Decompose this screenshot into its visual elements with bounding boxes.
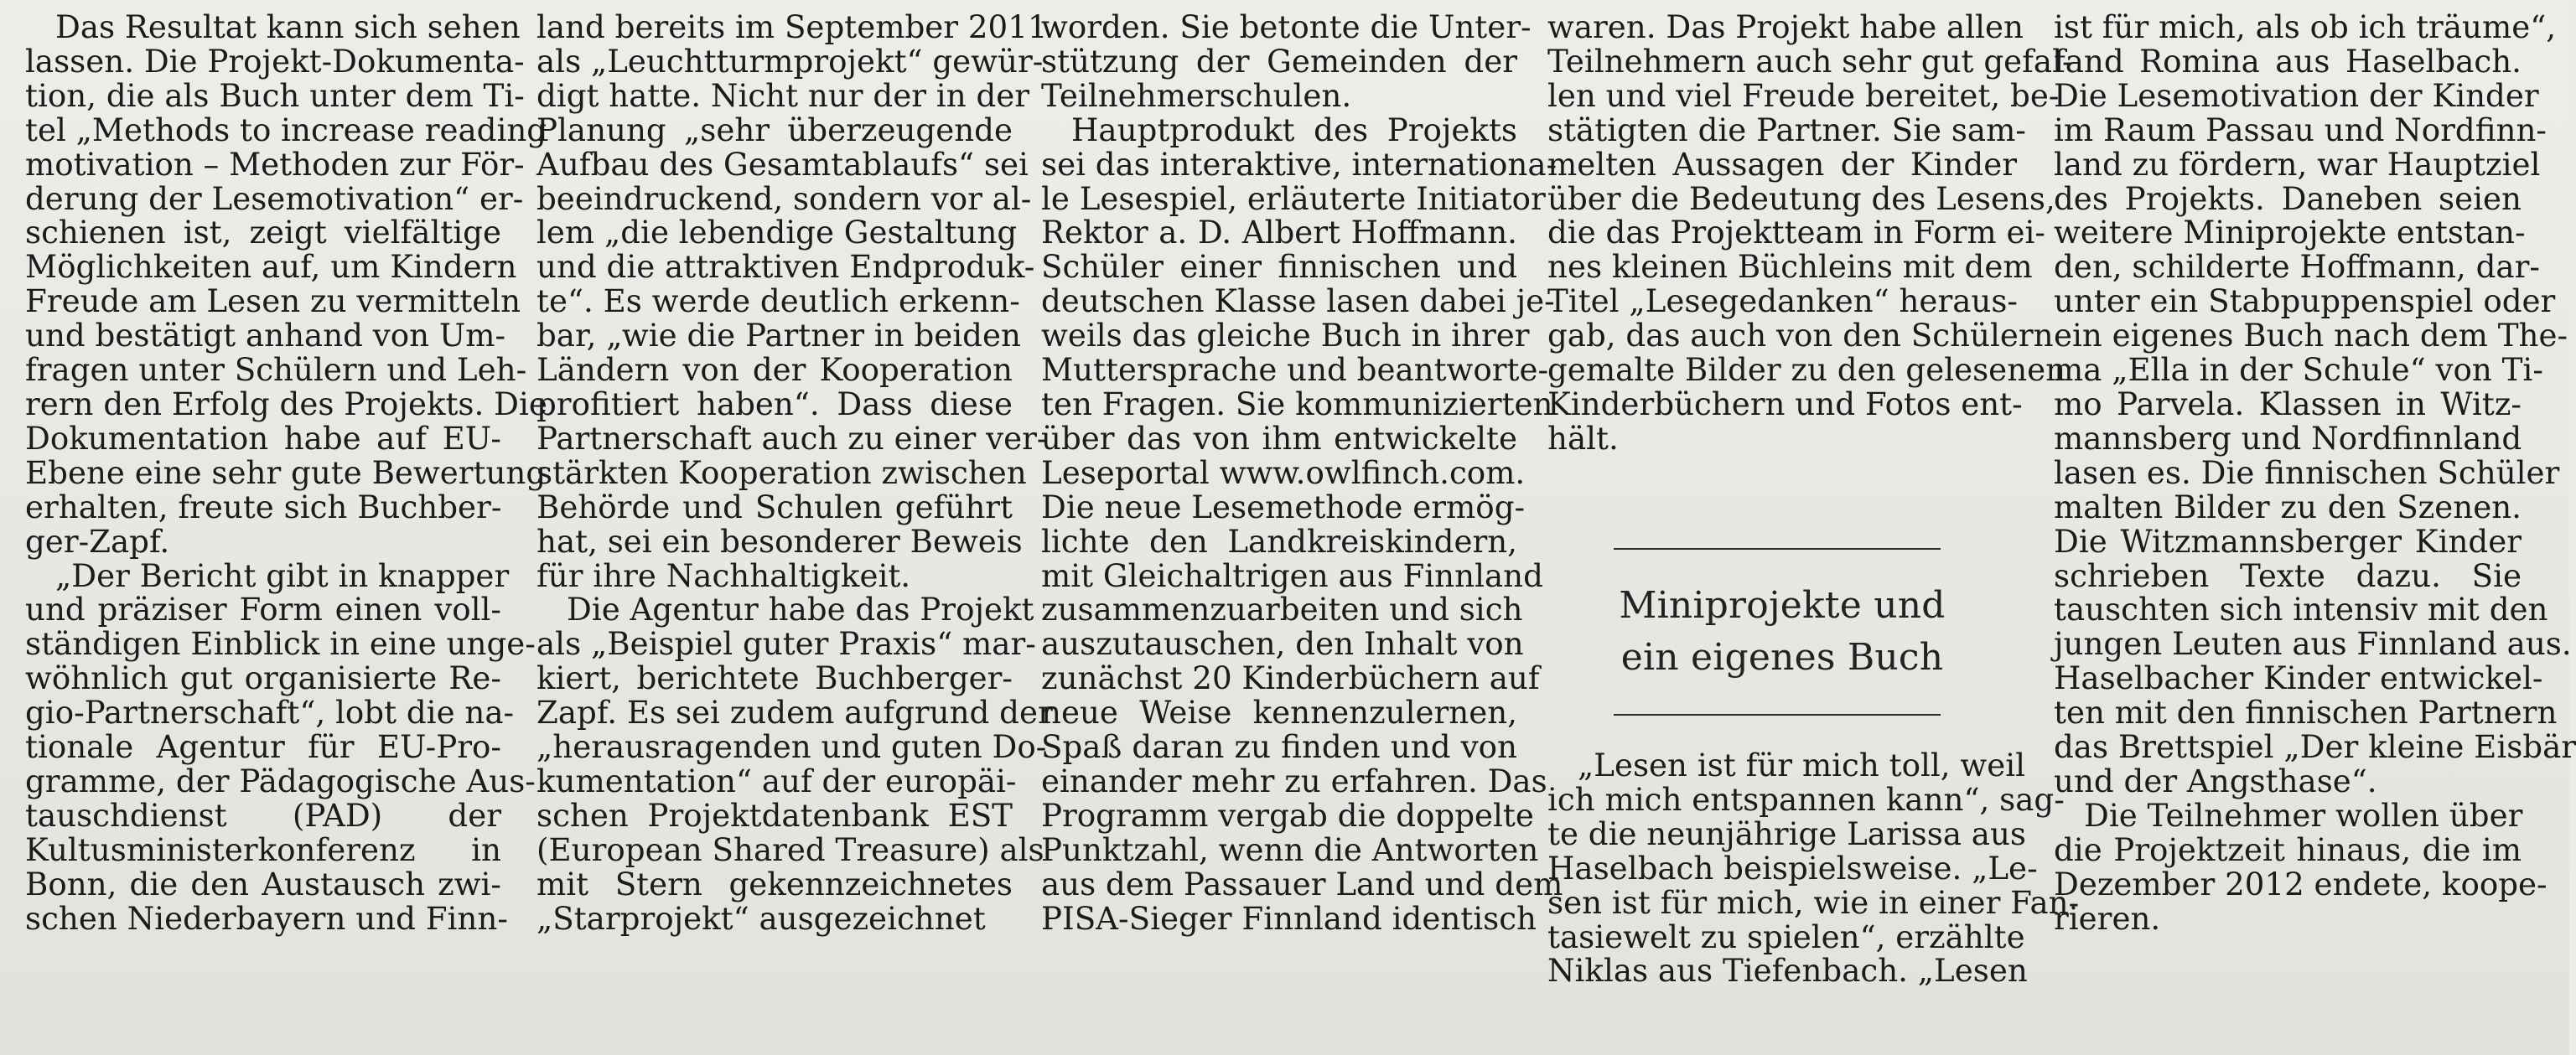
paragraph: Die Teilnehmer wollen über die Projektzeit hinaus, die im Dezember 2012 endete, koope- rieren. <box>2054 796 2547 937</box>
paragraph: waren. Das Projekt habe allen Teilnehmern auch sehr gut gefal- len und viel Freude bereitet, be- stätigten die Partner. Sie sam- melten Aussagen der Kinder über die Bedeutung des Lesens, die das Projektteam in Form ei- nes kleinen Büchleins mit dem Titel „Lesegedanken“ heraus- gab, das auch von den Schülern gemalte Bilder zu den gelesenen Kinderbüchern und Fotos ent- hält. <box>1547 8 2073 457</box>
article-column-2 <box>536 8 1053 1049</box>
paragraph: Das Resultat kann sich sehen lassen. Die Projekt-Dokumenta- tion, die als Buch unter dem Ti- tel „Methods to increase reading motivation – Methoden zur För- derung der Lesemotivation“ er- schienen ist, zeigt vielfältige Möglichkeiten auf, um Kindern Freude am Lesen zu vermitteln und bestätigt anhand von Um- fragen unter Schülern und Leh- rern den Erfolg des Projekts. Die Dokumentation habe auf EU- Ebene eine sehr gute Bewertung erhalten, freute sich Buchber- ger-Zapf. <box>25 8 547 560</box>
paragraph: Die Agentur habe das Projekt als „Beispiel guter Praxis“ mar- kiert, berichtete Buchberger- Zapf. Es sei zudem aufgrund der „herausragenden und guten Do- kumentation“ auf der europäi- schen Projektdatenbank EST (European Shared Treasure) als mit Stern gekennzeichnetes „Starprojekt“ ausgezeichnet <box>536 591 1053 937</box>
paragraph: ist für mich, als ob ich träume“, fand Romina aus Haselbach. Die Lesemotivation der Kinder im Raum Passau und Nordfinn- land zu fördern, war Hauptziel des Projekts. Daneben seien weitere Miniprojekte entstan- den, schilderte Hoffmann, dar- unter ein Stabpuppenspiel oder ein eigenes Buch nach dem The- ma „Ella in der Schule“ von Ti- mo Parvela. Klassen in Witz- mannsberg und Nordfinnland lasen es. Die finnischen Schüler malten Bilder zu den Szenen. Die Witzmannsberger Kinder schrieben Texte dazu. Sie tauschten sich intensiv mit den jungen Leuten aus Finnland aus. Haselbacher Kinder entwickel- ten mit den finnischen Partnern das Brettspiel „Der kleine Eisbär und der Angsthase“. <box>2054 8 2576 799</box>
article-column-3 <box>1041 8 1563 1049</box>
paragraph: land bereits im September 2011 als „Leuchtturmprojekt“ gewür- digt hatte. Nicht nur der in der Planung „sehr überzeugende Aufbau des Gesamtablaufs“ sei beeindruckend, sondern vor al- lem „die lebendige Gestaltung und die attraktiven Endproduk- te“. Es werde deutlich erkenn- bar, „wie die Partner in beiden Ländern von der Kooperation profitiert haben“. Dass diese Partnerschaft auch zu einer ver- stärkten Kooperation zwischen Behörde und Schulen geführt hat, sei ein besonderer Beweis für ihre Nachhaltigkeit. <box>536 8 1048 594</box>
paragraph: „Der Bericht gibt in knapper und präziser Form einen voll- ständigen Einblick in eine unge- wöhnlich gut organisierte Re- gio-Partnerschaft“, lobt die na- tionale Agentur für EU-Pro- gramme, der Pädagogische Aus- tauschdienst (PAD) der Kultusministerkonferenz in Bonn, die den Austausch zwi- schen Niederbayern und Finn- <box>25 556 536 937</box>
paragraph: „Lesen ist für mich toll, weil ich mich entspannen kann“, sag- te die neunjährige Larissa aus Haselbach beispielsweise. „Le- sen ist für mich, wie in einer Fan- tasiewelt zu spielen“, erzählte Niklas aus Tiefenbach. „Lesen <box>1547 747 2080 990</box>
article-column-4-lower <box>1547 747 2080 1050</box>
divider-rule <box>1614 714 1941 716</box>
paragraph: Hauptprodukt des Projekts sei das interaktive, internationa- le Lesespiel, erläuterte Initiator Rektor a. D. Albert Hoffmann. Schüler einer finnischen und deutschen Klasse lasen dabei je- weils das gleiche Buch in ihrer Muttersprache und beantworte- ten Fragen. Sie kommunizierten über das von ihm entwickelte Leseportal www.owlfinch.com. Die neue Lesemethode ermög- lichte den Landkreiskindern, mit Gleichaltrigen aus Finnland zusammenzuarbeiten und sich auszutauschen, den Inhalt von zunächst 20 Kinderbüchern auf neue Weise kennenzulernen, Spaß daran zu finden und von einander mehr zu erfahren. Das Programm vergab die doppelte Punktzahl, wenn die Antworten aus dem Passauer Land und dem PISA-Sieger Finnland identisch <box>1041 111 1563 937</box>
article-column-1 <box>25 8 547 1049</box>
article-column-5 <box>2054 8 2576 1049</box>
divider-rule <box>1614 548 1941 550</box>
subheading: Miniprojekte und ein eigenes Buch <box>1619 584 1946 679</box>
paragraph: worden. Sie betonte die Unter- stützung der Gemeinden der Teilnehmerschulen. <box>1041 8 1532 114</box>
